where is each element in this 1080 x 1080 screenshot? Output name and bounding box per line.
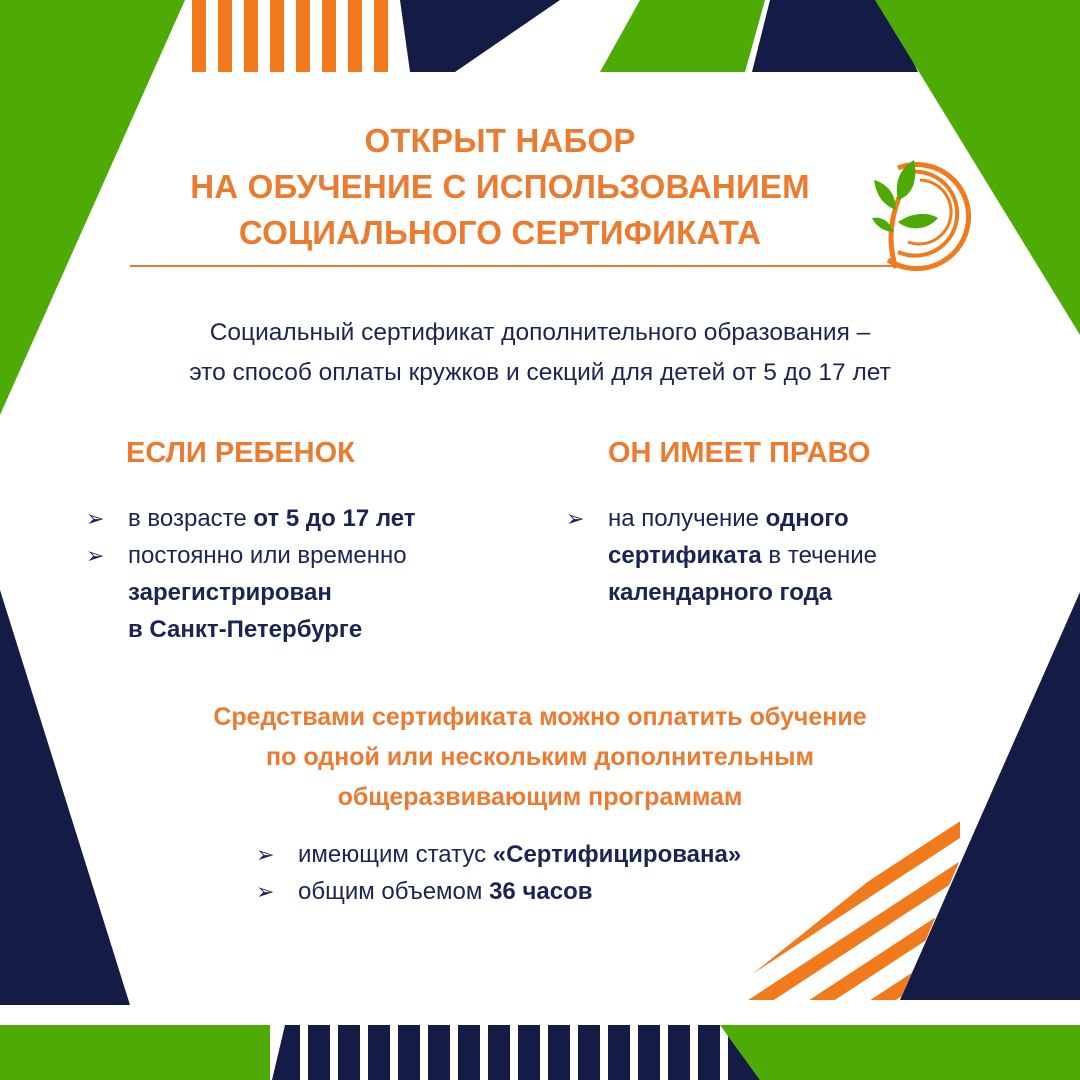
item-emphasis: в Санкт-Петербурге [128,616,363,643]
item-emphasis: сертификата [608,542,762,569]
headline-line-2: НА ОБУЧЕНИЕ С ИСПОЛЬЗОВАНИЕМ [190,168,810,205]
item-emphasis: одного [765,505,849,532]
arrow-bullet-icon: ➢ [86,543,105,568]
item-text: в возрасте [128,505,254,532]
list-item-line [128,500,526,537]
arrow-bullet-icon: ➢ [566,506,585,531]
sprout-in-circle-logo [858,150,988,275]
item-text: имеющим статус [298,841,493,868]
item-text: в течение [761,542,877,569]
intro-line-1: Социальный сертификат дополнительного образования – [209,319,871,346]
top-orange-stripes [192,0,388,72]
item-text: на получение [608,505,766,532]
item-text: общим объемом [298,878,490,905]
top-green-block [600,0,765,72]
list-item [86,537,526,648]
payment-note-line-3: общеразвивающим программам [337,783,743,811]
item-emphasis: зарегистрирован [128,579,332,606]
item-emphasis: «Сертифицирована» [492,841,742,868]
list-item [256,873,896,910]
list-item [566,500,1006,611]
headline-line-3: СОЦИАЛЬНОГО СЕРТИФИКАТА [238,214,762,251]
bottom-left-green-block [0,1025,270,1080]
payment-note-line-2: по одной или нескольким дополнительным [266,743,814,771]
program-requirements-list [256,836,896,910]
top-navy-triangle-left [400,0,560,72]
entitlement-list [566,500,1006,611]
headline [130,118,870,256]
intro-line-2: это способ оплаты кружков и секций для детей от 5 до 17 лет [189,359,891,386]
left-column-heading: ЕСЛИ РЕБЕНОК [126,437,355,469]
arrow-bullet-icon: ➢ [86,506,105,531]
intro-text [60,313,1020,393]
payment-note [140,697,940,817]
left-navy-triangle [0,590,130,1005]
item-emphasis: 36 часов [489,878,593,905]
list-item [86,500,526,537]
bottom-right-green-block [720,1025,1080,1080]
item-emphasis: от 5 до 17 лет [253,505,416,532]
item-emphasis: календарного года [608,579,833,606]
child-conditions-list [86,500,526,648]
arrow-bullet-icon: ➢ [256,842,275,867]
title-underline [130,265,900,267]
item-text: постоянно или временно [128,542,407,569]
right-column-heading: ОН ИМЕЕТ ПРАВО [608,437,871,469]
bottom-navy-stripes [272,1025,762,1080]
arrow-bullet-icon: ➢ [256,879,275,904]
list-item [256,836,896,873]
headline-line-1: ОТКРЫТ НАБОР [364,122,636,159]
payment-note-line-1: Средствами сертификата можно оплатить обучение [213,703,867,731]
